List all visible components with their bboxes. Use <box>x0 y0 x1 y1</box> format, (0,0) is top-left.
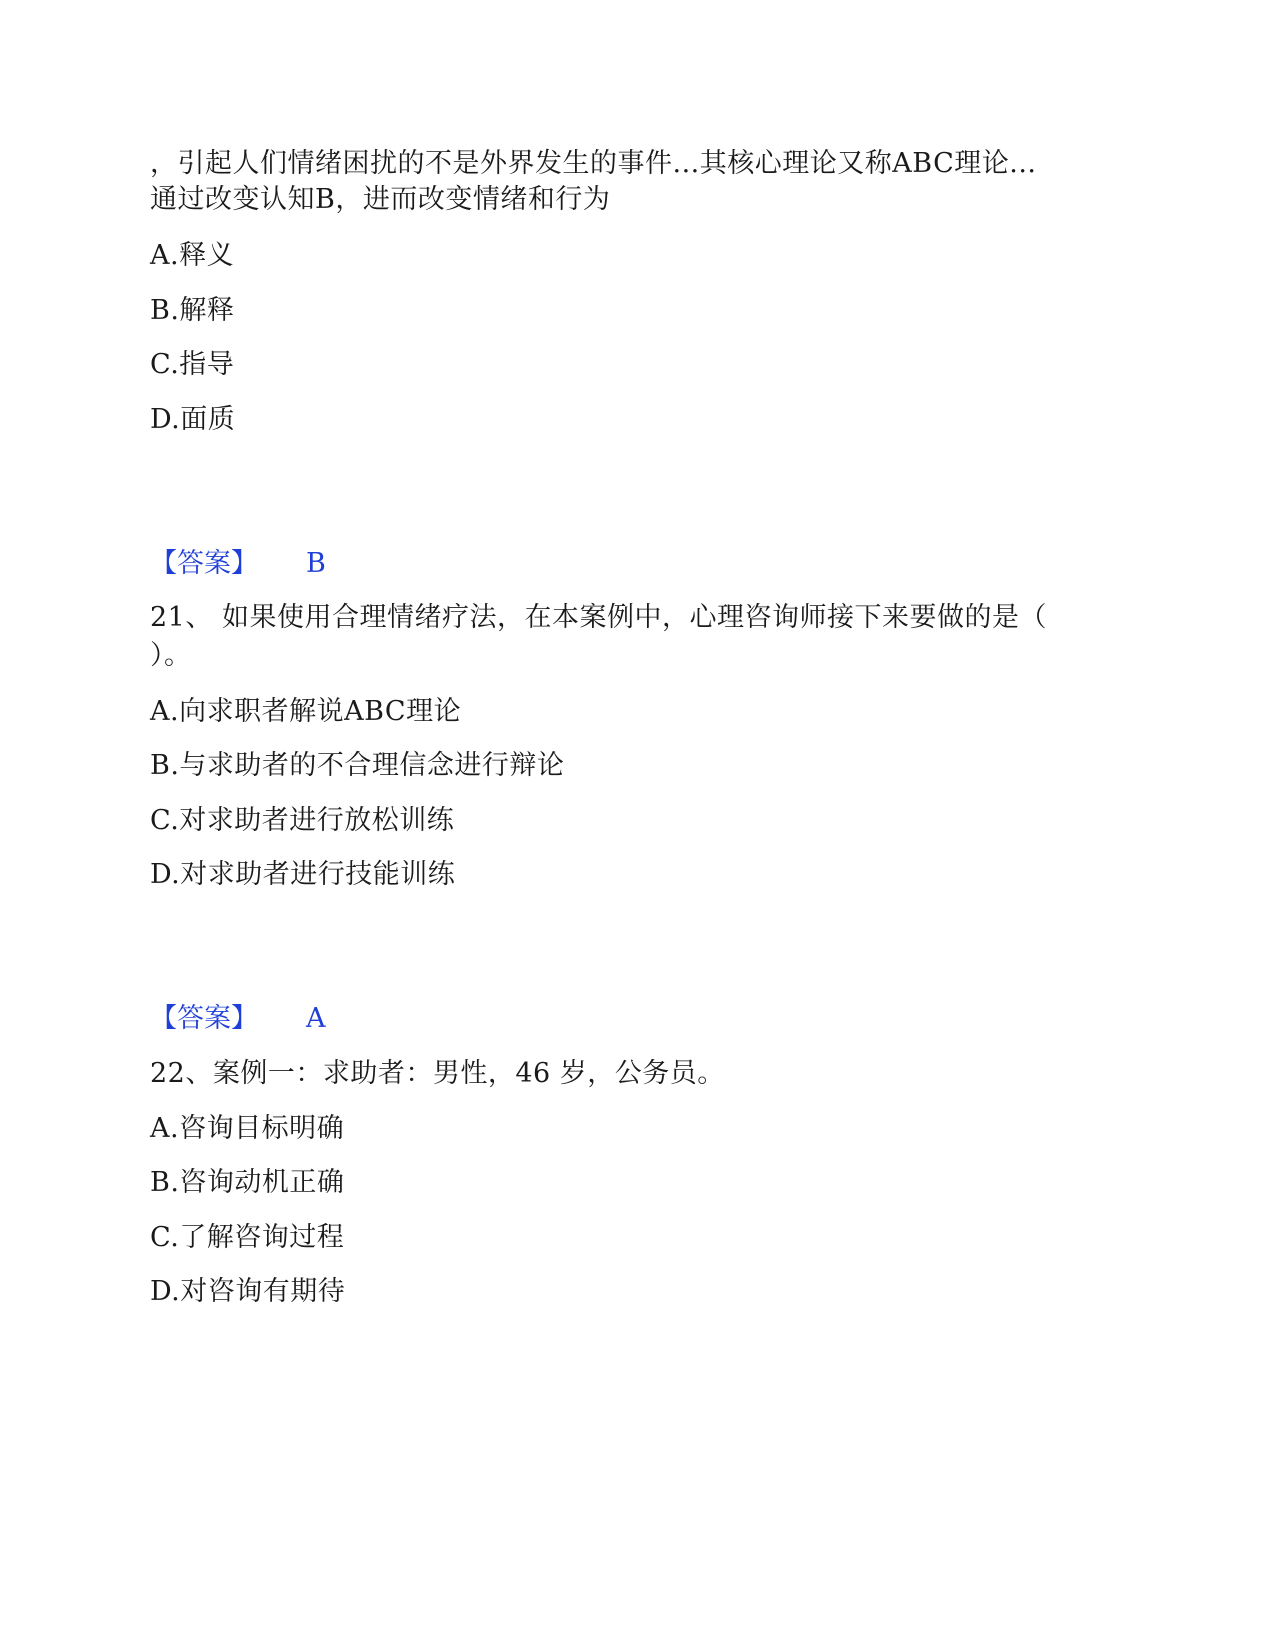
question-text-line: ）。 <box>150 640 192 671</box>
option-a: A.释义 <box>150 240 235 271</box>
answer-row <box>150 546 326 582</box>
answer-value: B <box>306 548 326 579</box>
option-c: C.对求助者进行放松训练 <box>150 805 455 836</box>
option-d: D.对求助者进行技能训练 <box>150 859 456 890</box>
option-a: A.咨询目标明确 <box>150 1113 345 1144</box>
option-b: B.咨询动机正确 <box>150 1167 345 1198</box>
answer-value: A <box>306 1003 326 1034</box>
answer-label: 【答案】 <box>150 1003 258 1034</box>
answer-label: 【答案】 <box>150 548 258 579</box>
option-c: C.指导 <box>150 349 235 380</box>
question-text-line: 22、案例一：求助者：男性，46 岁，公务员。 <box>150 1058 725 1089</box>
answer-row <box>150 1001 326 1037</box>
option-d: D.面质 <box>150 404 236 435</box>
option-d: D.对咨询有期待 <box>150 1276 346 1307</box>
option-c: C.了解咨询过程 <box>150 1222 345 1253</box>
option-a: A.向求职者解说ABC理论 <box>150 696 462 727</box>
question-text-line: 通过改变认知B，进而改变情绪和行为 <box>150 184 611 215</box>
question-text-line: ，引起人们情绪困扰的不是外界发生的事件...其核心理论又称ABC理论... <box>150 148 1037 179</box>
option-b: B.解释 <box>150 295 235 326</box>
option-b: B.与求助者的不合理信念进行辩论 <box>150 750 565 781</box>
question-text-line: 21、 如果使用合理情绪疗法，在本案例中，心理咨询师接下来要做的是（ <box>150 602 1047 633</box>
